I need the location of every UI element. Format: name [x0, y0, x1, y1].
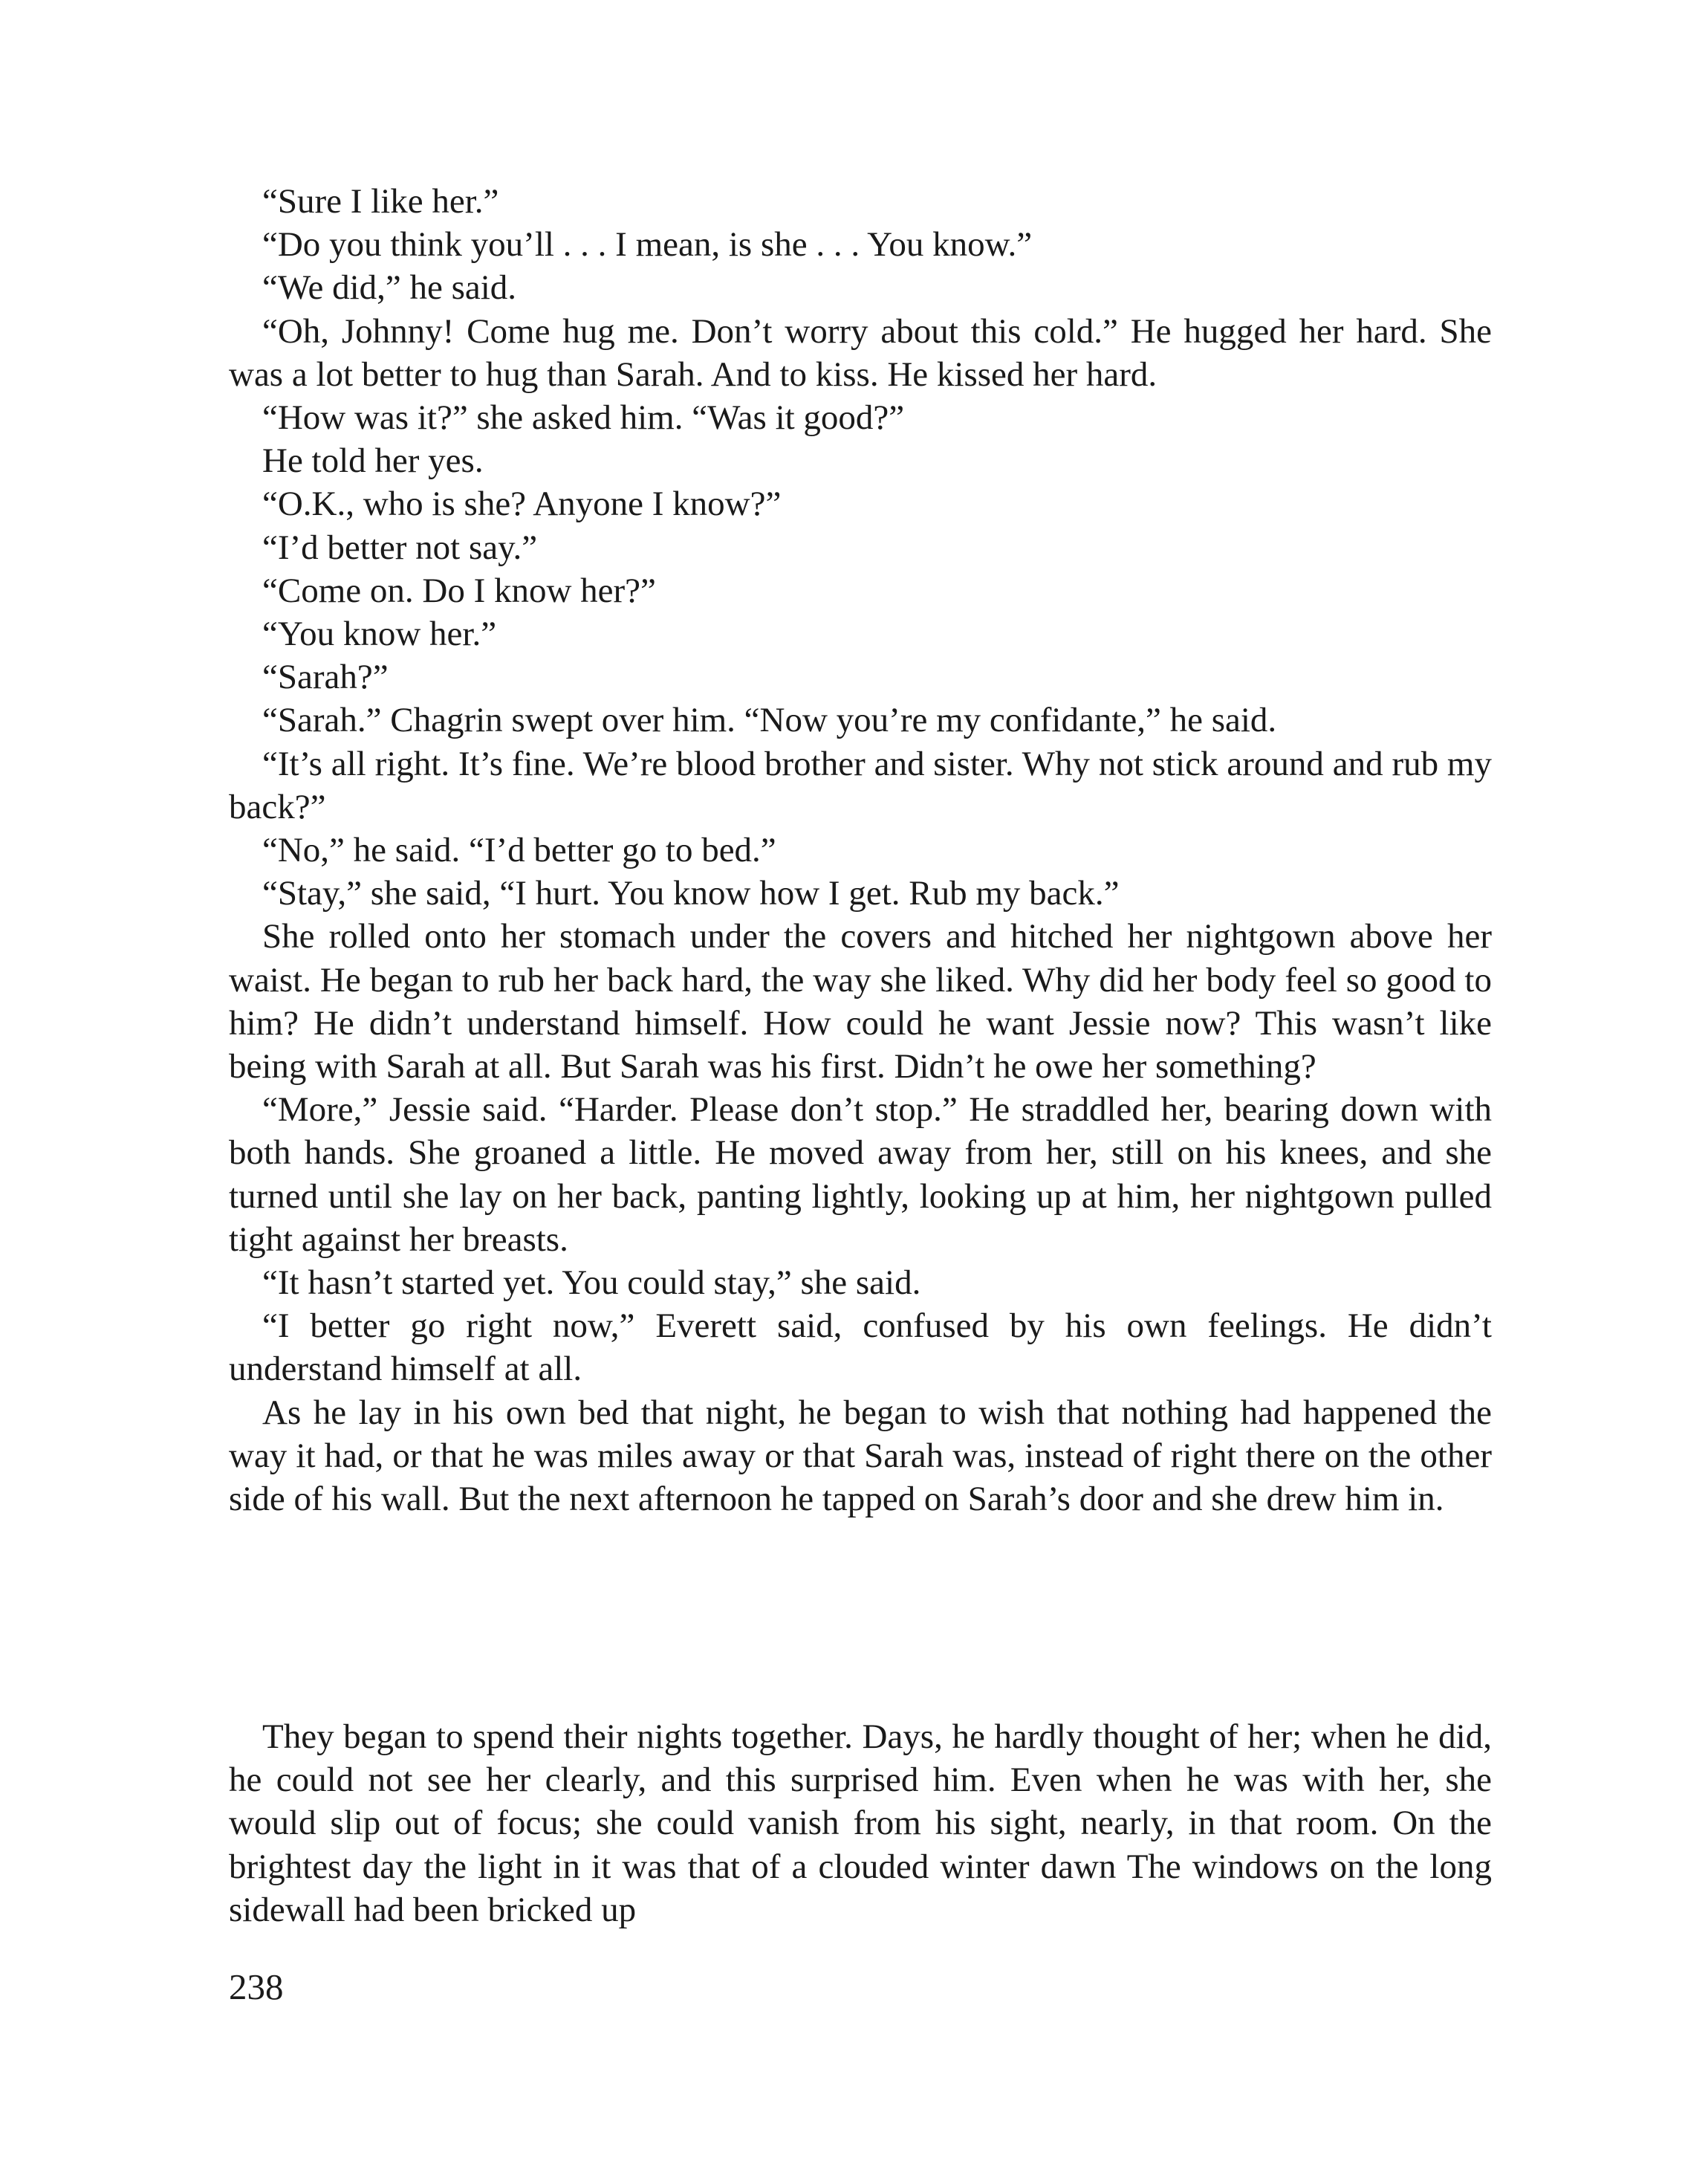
paragraph: He told her yes. — [262, 441, 484, 481]
paragraph: “More,” Jessie said. “Harder. Please don’t stop.” He straddled her, bearing down with both hands. She groaned a little. He moved away from her, still on his knees, and she turned until she lay on her back, panting lightly, looking up at him, her nightgown pulled tight against her breasts. — [229, 1090, 1492, 1259]
paragraph: She rolled onto her stomach under the covers and hitched her nightgown above her waist. He began to rub her back hard, the way she liked. Why did her body feel so good to him? He didn’t understand himself. How could he want Jessie now? This wasn’t like being with Sarah at all. But Sarah was his first. Didn’t he owe her something? — [229, 917, 1492, 1086]
paragraph: “No,” he said. “I’d better go to bed.” — [262, 831, 776, 870]
paragraph: “Sarah?” — [262, 658, 389, 697]
text-section-bottom — [229, 1715, 1492, 1931]
page-number: 238 — [229, 1966, 284, 2007]
paragraph: “Sure I like her.” — [262, 182, 499, 221]
paragraph: “O.K., who is she? Anyone I know?” — [262, 485, 782, 524]
paragraph: “How was it?” she asked him. “Was it good?” — [262, 398, 905, 438]
paragraph: “You know her.” — [262, 615, 497, 654]
paragraph: “We did,” he said. — [262, 268, 517, 308]
paragraph: “Sarah.” Chagrin swept over him. “Now you’re my confidante,” he said. — [262, 701, 1277, 740]
paragraph: “I’d better not say.” — [262, 528, 538, 567]
paragraph: “Oh, Johnny! Come hug me. Don’t worry about this cold.” He hugged her hard. She was a lot better to hug than Sarah. And to kiss. He kissed her hard. — [229, 311, 1492, 394]
paragraph: “I better go right now,” Everett said, confused by his own feelings. He didn’t understand himself at all. — [229, 1306, 1492, 1389]
paragraph: They began to spend their nights together. Days, he hardly thought of her; when he did, he could not see her clearly, and this surprised him. Even when he was with her, she would slip out of focus; she could vanish from his sight, nearly, in that room. On the brightest day the light in it was that of a clouded winter dawn The windows on the long sidewall had been bricked up — [229, 1717, 1492, 1929]
paragraph: “Come on. Do I know her?” — [262, 571, 656, 610]
paragraph: “Do you think you’ll . . . I mean, is she . . . You know.” — [262, 225, 1033, 265]
paragraph: “Stay,” she said, “I hurt. You know how I get. Rub my back.” — [262, 874, 1120, 913]
paragraph: “It hasn’t started yet. You could stay,” she said. — [262, 1263, 921, 1303]
text-section-top — [229, 180, 1492, 1520]
paragraph: As he lay in his own bed that night, he began to wish that nothing had happened the way it had, or that he was miles away or that Sarah was, instead of right there on the other side of his wall. But the next afternoon he tapped on Sarah’s door and she drew him in. — [229, 1393, 1492, 1519]
paragraph: “It’s all right. It’s fine. We’re blood brother and sister. Why not stick around and rub my back?” — [229, 744, 1492, 826]
